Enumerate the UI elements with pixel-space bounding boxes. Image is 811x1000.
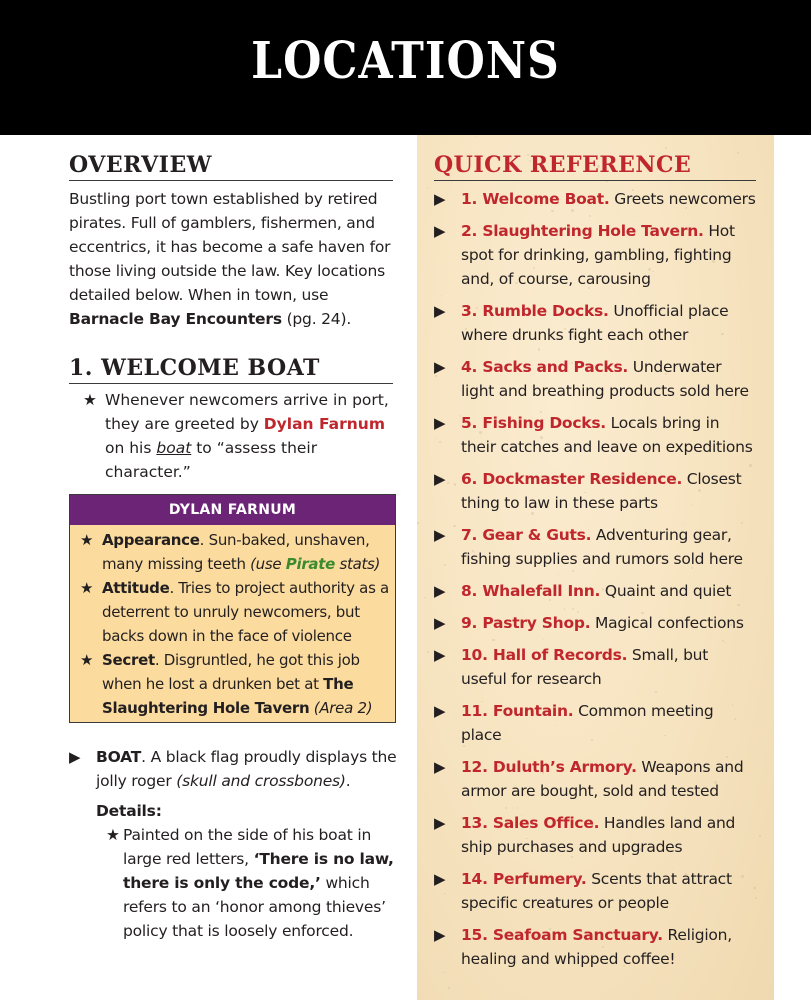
parchment-speck [448,987,450,989]
overview-text [69,187,393,331]
boat-section [69,745,399,943]
location-name: 13. Sales Office. [461,814,600,832]
triangle-bullet-icon: ▶ [434,222,446,240]
triangle-bullet-icon: ▶ [434,302,446,320]
star-icon: ★ [106,826,120,844]
triangle-bullet-icon: ▶ [434,414,446,432]
location-name: 7. Gear & Guts. [461,526,592,544]
tavern-reference: The Slaughtering Hole Tavern [102,675,354,717]
star-icon: ★ [80,651,94,669]
npc-stat-box [69,494,396,723]
npc-trait-attitude [80,576,391,648]
npc-name: Dylan Farnum [263,415,385,433]
quick-reference-item [434,523,756,571]
quick-reference-item [434,355,756,403]
quick-reference-item [434,867,756,915]
location-description: Handles land and ship purchases and upgrades [461,814,736,856]
parchment-speck [417,522,419,524]
location-name: 12. Duluth’s Armory. [461,758,637,776]
quick-reference-list [434,187,756,971]
overview-heading: OVERVIEW [69,150,393,181]
details-list [96,823,399,943]
location-description: Quaint and quiet [600,582,732,600]
parchment-speck [418,859,419,860]
trait-text: . Tries to project authority as a deterrent to unruly newcomers, but backs down in the face of violence [102,579,389,645]
overview-text-part: (pg. 24). [281,310,352,328]
bullet-text: Whenever newcomers arrive in port, they are greeted by [105,391,389,433]
location-name: 8. Whalefall Inn. [461,582,601,600]
triangle-bullet-icon: ▶ [434,582,446,600]
location-description: Religion, healing and whipped coffee! [461,926,732,968]
boat-reference: boat [156,439,192,457]
triangle-bullet-icon: ▶ [69,748,81,766]
trait-text: . Disgruntled, he got this job when he lost a drunken bet at [102,651,360,693]
trait-label: Secret [102,651,155,669]
location-description: Scents that attract specific creatures or people [461,870,732,912]
parchment-speck [427,187,429,189]
bullet-text: to “assess their character.” [105,439,318,481]
location-description: Closest thing to law in these parts [461,470,742,512]
quick-reference-item [434,811,756,859]
star-icon: ★ [80,531,94,549]
trait-note: stats) [335,555,381,573]
triangle-bullet-icon: ▶ [434,614,446,632]
location-description: Unofficial place where drunks fight each other [461,302,729,344]
welcome-boat-heading: 1. WELCOME BOAT [69,353,393,384]
location-description: Magical confections [590,614,744,632]
location-name: 4. Sacks and Packs. [461,358,629,376]
triangle-bullet-icon: ▶ [434,526,446,544]
boat-text: . A black flag proudly displays the jolly roger [96,748,397,790]
page-header-banner [0,0,811,135]
boat-note: (skull and crossbones) [176,772,346,790]
location-description: Adventuring gear, fishing supplies and rumors sold here [461,526,743,568]
parchment-speck [424,597,425,598]
quick-reference-item [434,755,756,803]
trait-text: . Sun-baked, unshaven, many missing teeth [102,531,370,573]
welcome-boat-list [83,388,393,484]
trait-label: Attitude [102,579,170,597]
parchment-speck [759,835,761,837]
boat-description [96,745,399,793]
triangle-bullet-icon: ▶ [434,926,446,944]
triangle-bullet-icon: ▶ [434,814,446,832]
location-description: Hot spot for drinking, gambling, fighting and, of course, carousing [461,222,735,288]
npc-box-title: DYLAN FARNUM [70,495,395,525]
parchment-speck [475,136,476,137]
location-name: 6. Dockmaster Residence. [461,470,683,488]
stat-reference: Pirate [285,555,335,573]
location-name: 9. Pastry Shop. [461,614,591,632]
triangle-bullet-icon: ▶ [434,190,446,208]
location-name: 10. Hall of Records. [461,646,628,664]
star-icon: ★ [80,579,94,597]
triangle-bullet-icon: ▶ [434,870,446,888]
quick-reference-item [434,611,756,635]
location-description: Underwater light and breathing products sold here [461,358,749,400]
area-reference: (Area 2) [309,699,373,717]
boat-motto: ‘There is no law, there is only the code,’ [123,850,394,892]
quick-reference-item [434,187,756,211]
page-title: LOCATIONS [251,32,560,91]
npc-traits-list [70,528,395,720]
location-description: Weapons and armor are bought, sold and tested [461,758,744,800]
left-column [69,150,393,484]
npc-trait-appearance [80,528,391,576]
star-icon: ★ [83,391,97,409]
location-description: Small, but useful for research [461,646,709,688]
location-name: 5. Fishing Docks. [461,414,606,432]
location-name: 1. Welcome Boat. [461,190,610,208]
bullet-text: on his [105,439,157,457]
details-heading: Details: [96,802,162,820]
quick-reference-item [434,699,756,747]
detail-text: Painted on the side of his boat in large red letters, [123,826,372,868]
location-description: Common meeting place [461,702,714,744]
location-name: 15. Seafoam Sanctuary. [461,926,663,944]
location-name: 3. Rumble Docks. [461,302,609,320]
parchment-speck [427,651,429,653]
location-description: Greets newcomers [609,190,756,208]
triangle-bullet-icon: ▶ [434,358,446,376]
triangle-bullet-icon: ▶ [434,646,446,664]
boat-text-end: . [345,772,351,790]
quick-reference-item [434,219,756,291]
boat-label: BOAT [96,748,142,766]
location-name: 2. Slaughtering Hole Tavern. [461,222,704,240]
location-name: 14. Perfumery. [461,870,587,888]
quick-reference-item [434,579,756,603]
quick-reference-item [434,411,756,459]
trait-label: Appearance [102,531,200,549]
triangle-bullet-icon: ▶ [434,702,446,720]
npc-trait-secret [80,648,391,720]
encounters-reference: Barnacle Bay Encounters [69,310,282,328]
overview-text-part: Bustling port town established by retired pirates. Full of gamblers, fishermen, and eccentrics, it has become a safe haven for those living outside the law. Key locations detailed below. When in town, use [69,190,391,304]
triangle-bullet-icon: ▶ [434,470,446,488]
detail-text: which refers to an ‘honor among thieves’ policy that is loosely enforced. [123,874,386,940]
location-description: Locals bring in their catches and leave on expeditions [461,414,753,456]
trait-note: (use [250,555,286,573]
parchment-speck [665,147,667,149]
quick-reference-item [434,299,756,347]
quick-reference-item [434,923,756,971]
quick-reference [434,150,756,979]
quick-reference-item [434,643,756,691]
location-name: 11. Fountain. [461,702,574,720]
list-item [83,388,393,484]
quick-reference-item [434,467,756,515]
quick-reference-heading: QUICK REFERENCE [434,150,756,181]
list-item [106,823,399,943]
triangle-bullet-icon: ▶ [434,758,446,776]
